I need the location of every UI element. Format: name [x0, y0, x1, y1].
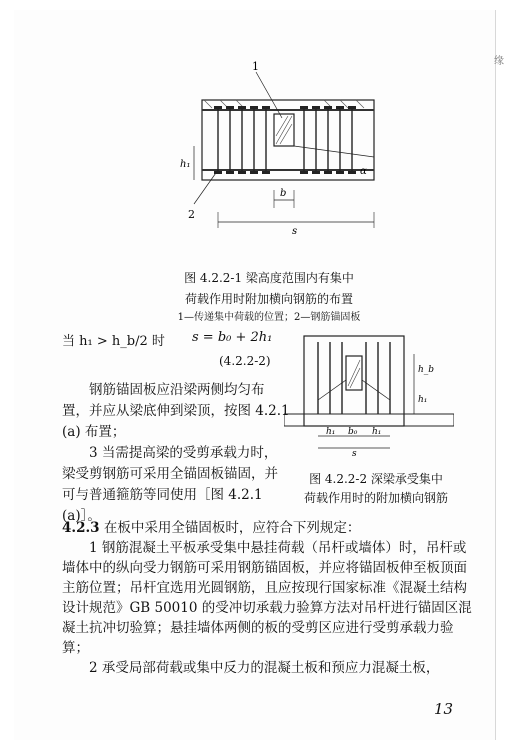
label-b0: b₀ [348, 427, 358, 437]
left-text-column [62, 380, 290, 527]
label-hb: h_b [418, 365, 435, 375]
section-item-1: 1 钢筋混凝土平板承受集中悬挂荷载（吊杆或墙体）时，吊杆或墙体中的纵向受力钢筋可采用钢筋锚固板，并应将锚固板伸至板顶面主筋位置；吊杆宜选用光圆钢筋，且应按现行国家标准《混凝土结构设计规范》GB 50010 的受冲切承载力验算方法对吊杆进行锚固区混凝土抗冲切验算；悬挂墙体两侧的板的受剪区应进行受剪承载力验算； [62, 540, 472, 656]
label-1: 1 [252, 60, 259, 73]
document-page [14, 10, 496, 740]
figure1-caption-legend: 1—传递集中荷载的位置；2—钢筋锚固板 [177, 312, 361, 323]
label-h1-left: h₁ [326, 427, 336, 437]
page-number: 13 [434, 700, 454, 718]
anchored-bars-left [218, 108, 266, 172]
label-2: 2 [188, 208, 195, 221]
figure-beam-anchor-plates [174, 52, 394, 262]
section-number: 4.2.3 [62, 520, 100, 536]
section-heading-text: 在板中采用全锚固板时，应符合下列规定： [103, 520, 361, 536]
section-4-2-3 [62, 518, 476, 678]
label-alpha: α [360, 166, 367, 177]
label-h1: h₁ [180, 159, 191, 170]
figure2-caption-line1: 图 4.2.2-2 深梁承受集中 [309, 472, 443, 486]
formula-expression: s = b₀ + 2h₁ [192, 330, 273, 345]
figure1-caption-line2: 荷载作用时附加横向钢筋的布置 [184, 292, 353, 306]
anchored-bars-right [304, 108, 352, 172]
alpha-line [294, 146, 374, 157]
figure1-caption-line1: 图 4.2.2-1 梁高度范围内有集中 [184, 271, 354, 285]
label-s-fig2: s [352, 449, 357, 458]
section-heading [62, 518, 476, 538]
paragraph-shear-bars: 3 当需提高梁的受剪承载力时，梁受剪钢筋可采用全锚固板锚固，并可与普通箍筋等同使用［图 4.2.1 (a)］。 [62, 445, 278, 524]
figure-deep-beam [284, 328, 454, 458]
figure1-caption [104, 268, 434, 326]
figure2-caption-line2: 荷载作用时的附加横向钢筋 [303, 491, 448, 505]
label-h1-fig2: h₁ [418, 395, 428, 405]
formula-number: (4.2.2-2) [219, 354, 271, 368]
formula-condition: 当 h₁ > h_b/2 时 [62, 334, 165, 349]
figure2-caption [276, 470, 476, 508]
section-item-2: 2 承受局部荷载或集中反力的混凝土板和预应力混凝土板， [89, 660, 440, 676]
label-h1-right: h₁ [372, 427, 382, 437]
label-s: s [292, 226, 298, 237]
support-slab [284, 414, 454, 426]
binding-edge-mark: 缘 [494, 56, 504, 67]
paragraph-anchor-layout: 钢筋锚固板应沿梁两侧均匀布置，并应从梁底伸到梁顶，按图 4.2.1 (a) 布置； [62, 382, 290, 440]
label-b: b [280, 188, 287, 199]
